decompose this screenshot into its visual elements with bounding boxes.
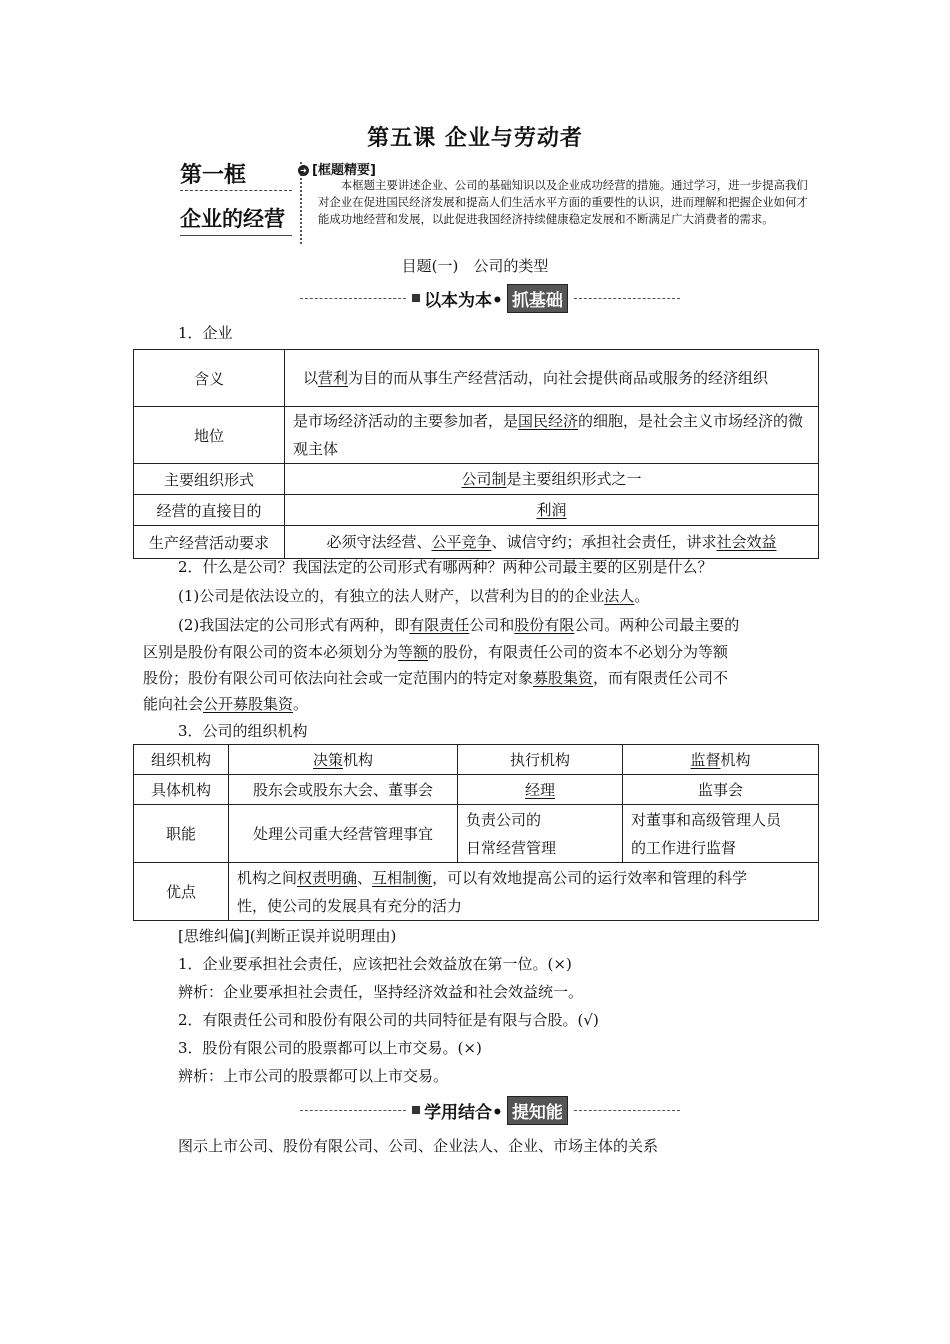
table-cell: 对董事和高级管理人员 的工作进行监督 bbox=[623, 805, 819, 863]
table-cell: 监督机构 bbox=[623, 745, 819, 775]
divider bbox=[180, 235, 292, 236]
table-cell: 监事会 bbox=[623, 775, 819, 805]
judge-item: 2．有限责任公司和股份有限公司的共同特征是有限与合股。(√) bbox=[178, 1011, 599, 1029]
table-cell: 经理 bbox=[458, 775, 623, 805]
judge-analysis: 辨析：企业要承担社会责任，坚持经济效益和社会效益统一。 bbox=[178, 983, 584, 1001]
square-icon bbox=[412, 294, 420, 302]
answer-2-line: 能向社会公开募股集资。 bbox=[143, 695, 309, 713]
diagram-caption: 图示上市公司、股份有限公司、公司、企业法人、企业、市场主体的关系 bbox=[178, 1137, 659, 1155]
table-cell: 优点 bbox=[134, 863, 229, 921]
lesson-title: 第五课 企业与劳动者 bbox=[367, 126, 583, 151]
table-cell: 经营的直接目的 bbox=[134, 495, 285, 526]
summary-text: 本框题主要讲述企业、公司的基础知识以及企业成功经营的措施。通过学习，进一步提高我们对企业在促进国民经济发展和提高人们生活水平方面的重要性的认识，进而理解和把握企业如何才能成功地经营和发展，以此促进我国经济持续健康稳定发展和不断满足广大消费者的需求。 bbox=[318, 178, 808, 226]
table-cell: 主要组织形式 bbox=[134, 464, 285, 495]
judge-item: 1．企业要承担社会责任，应该把社会效益放在第一位。(×) bbox=[178, 955, 572, 973]
organization-table bbox=[133, 744, 819, 921]
answer-1: (1)公司是依法设立的，有独立的法人财产，以营利为目的的企业法人。 bbox=[178, 587, 650, 605]
topic-title: 目题(一) 公司的类型 bbox=[401, 257, 549, 275]
table-cell: 是市场经济活动的主要参加者，是国民经济的细胞，是社会主义市场经济的微观主体 bbox=[285, 407, 819, 464]
section-banner: 以本为本• 抓基础 bbox=[300, 284, 680, 312]
table-cell: 利润 bbox=[285, 495, 819, 526]
judge-item: 3．股份有限公司的股票都可以上市交易。(×) bbox=[178, 1039, 482, 1057]
table-cell: 生产经营活动要求 bbox=[134, 526, 285, 559]
table-cell: 含义 bbox=[134, 350, 285, 407]
table-cell: 必须守法经营、公平竞争、诚信守约；承担社会责任，讲求社会效益 bbox=[285, 526, 819, 559]
table-cell: 股东会或股东大会、董事会 bbox=[229, 775, 458, 805]
frame-name: 企业的经营 bbox=[180, 207, 285, 231]
heading-enterprise: 1．企业 bbox=[178, 324, 233, 342]
section-banner: 学用结合• 提知能 bbox=[300, 1096, 680, 1124]
frame-number: 第一框 bbox=[180, 163, 247, 188]
table-cell: 机构之间权责明确、互相制衡，可以有效地提高公司的运行效率和管理的科学 性，使公司的发展具有充分的活力 bbox=[229, 863, 819, 921]
table-cell: 决策机构 bbox=[229, 745, 458, 775]
table-cell: 地位 bbox=[134, 407, 285, 464]
judge-analysis: 辨析：上市公司的股票都可以上市交易。 bbox=[178, 1067, 449, 1085]
think-heading: [思维纠偏](判断正误并说明理由) bbox=[178, 927, 397, 945]
table-cell: 组织机构 bbox=[134, 745, 229, 775]
table-cell: 以营利为目的而从事生产经营活动，向社会提供商品或服务的经济组织 bbox=[285, 350, 819, 407]
table-cell: 处理公司重大经营管理事宜 bbox=[229, 805, 458, 863]
heading-organization: 3．公司的组织机构 bbox=[178, 722, 308, 740]
question-2: 2．什么是公司？我国法定的公司形式有哪两种？两种公司最主要的区别是什么？ bbox=[178, 558, 713, 576]
table-cell: 职能 bbox=[134, 805, 229, 863]
answer-2-line: (2)我国法定的公司形式有两种，即有限责任公司和股份有限公司。两种公司最主要的 bbox=[178, 616, 740, 634]
answer-2-line: 区别是股份有限公司的资本必须划分为等额的股份，有限责任公司的资本不必划分为等额 bbox=[143, 643, 729, 661]
table-cell: 执行机构 bbox=[458, 745, 623, 775]
summary-heading: ➜ [框题精要] bbox=[298, 159, 376, 178]
table-cell: 公司制是主要组织形式之一 bbox=[285, 464, 819, 495]
enterprise-table bbox=[133, 349, 819, 559]
table-cell: 负责公司的 日常经营管理 bbox=[458, 805, 623, 863]
square-icon bbox=[412, 1106, 420, 1114]
arrow-icon: ➜ bbox=[298, 165, 309, 176]
divider bbox=[180, 190, 292, 191]
table-cell: 具体机构 bbox=[134, 775, 229, 805]
answer-2-line: 股份；股份有限公司可依法向社会或一定范围内的特定对象募股集资，而有限责任公司不 bbox=[143, 669, 729, 687]
